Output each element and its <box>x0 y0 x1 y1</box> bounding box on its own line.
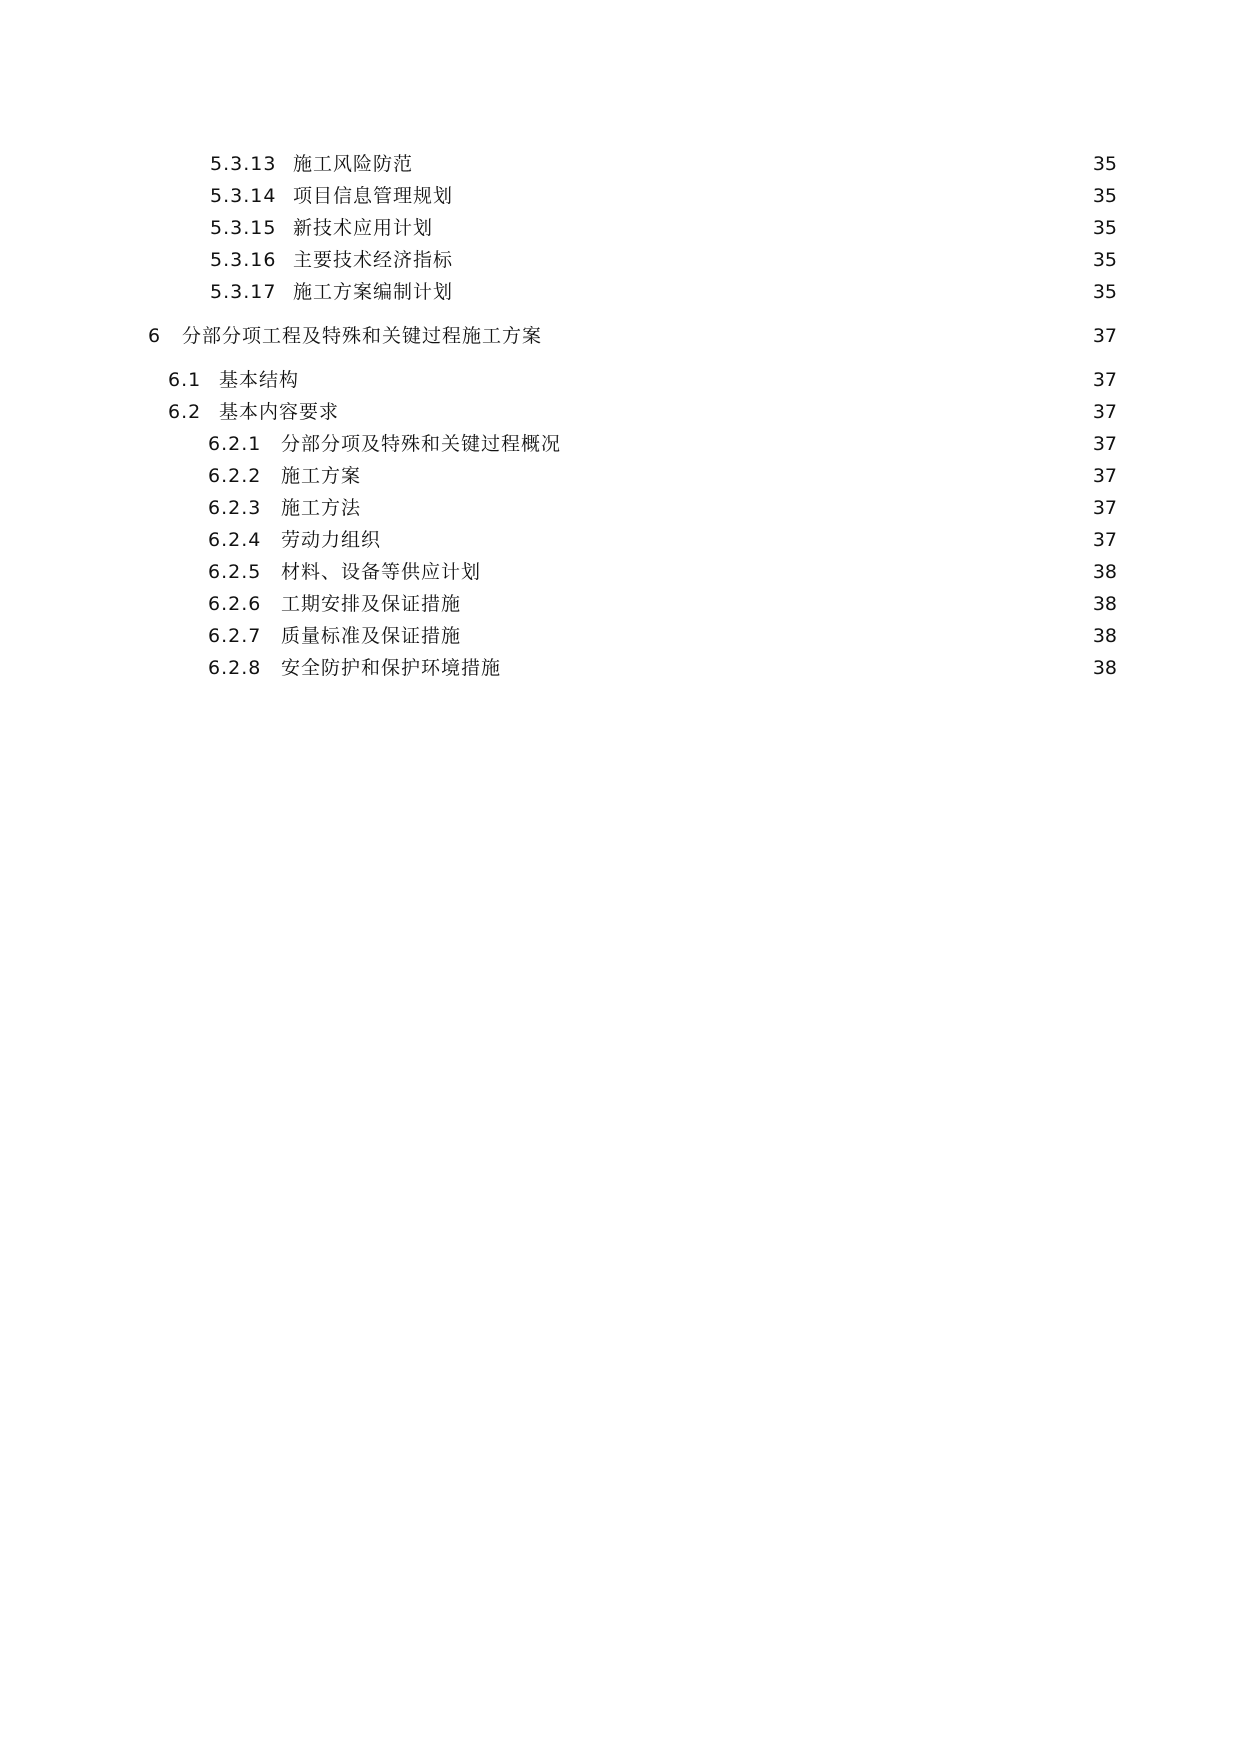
toc-entry-title: 基本内容要求 <box>219 401 340 423</box>
toc-entry-title: 质量标准及保证措施 <box>281 625 462 647</box>
toc-entry-6-2-2[interactable] <box>0 460 1241 492</box>
toc-entry-number: 6.2.8 <box>208 657 262 679</box>
toc-entry-title: 新技术应用计划 <box>293 217 434 239</box>
toc-entry-6[interactable] <box>0 320 1241 352</box>
toc-entry-title: 主要技术经济指标 <box>293 249 454 271</box>
toc-entry-title: 施工方案编制计划 <box>293 281 454 303</box>
toc-entry-page: 38 <box>1092 625 1117 647</box>
toc-entry-6-2-4[interactable] <box>0 524 1241 556</box>
dot-leader <box>459 244 1083 276</box>
toc-entry-page: 37 <box>1092 465 1117 487</box>
toc-entry-number: 6.1 <box>168 369 202 391</box>
toc-entry-number: 6.2.5 <box>208 561 262 583</box>
dot-leader <box>367 460 1083 492</box>
table-of-contents <box>0 148 1241 684</box>
dot-leader <box>305 364 1083 396</box>
toc-entry-number: 6.2 <box>168 401 202 423</box>
toc-entry-page: 35 <box>1092 217 1117 239</box>
toc-entry-title: 材料、设备等供应计划 <box>281 561 482 583</box>
dot-leader <box>367 492 1083 524</box>
dot-leader <box>387 524 1083 556</box>
toc-entry-page: 35 <box>1092 281 1117 303</box>
toc-entry-page: 38 <box>1092 657 1117 679</box>
toc-entry-number: 6.2.2 <box>208 465 262 487</box>
toc-entry-title: 工期安排及保证措施 <box>281 593 462 615</box>
toc-entry-number: 6.2.1 <box>208 433 262 455</box>
dot-leader <box>567 428 1083 460</box>
toc-entry-title: 施工方案 <box>281 465 362 487</box>
toc-entry-6-2-7[interactable] <box>0 620 1241 652</box>
toc-entry-5-3-15[interactable] <box>0 212 1241 244</box>
toc-entry-number: 5.3.13 <box>210 153 277 175</box>
toc-entry-title: 劳动力组织 <box>281 529 382 551</box>
toc-entry-page: 37 <box>1092 497 1117 519</box>
toc-entry-title: 项目信息管理规划 <box>293 185 454 207</box>
toc-entry-page: 37 <box>1092 433 1117 455</box>
toc-entry-5-3-14[interactable] <box>0 180 1241 212</box>
toc-entry-number: 5.3.17 <box>210 281 277 303</box>
dot-leader <box>507 652 1083 684</box>
toc-entry-title: 基本结构 <box>219 369 300 391</box>
toc-entry-5-3-16[interactable] <box>0 244 1241 276</box>
toc-entry-title: 分部分项及特殊和关键过程概况 <box>281 433 562 455</box>
toc-entry-6-2-5[interactable] <box>0 556 1241 588</box>
toc-entry-page: 38 <box>1092 593 1117 615</box>
toc-entry-number: 6 <box>148 325 162 347</box>
toc-entry-page: 37 <box>1092 325 1117 347</box>
toc-entry-title: 施工风险防范 <box>293 153 414 175</box>
toc-entry-6-2-8[interactable] <box>0 652 1241 684</box>
dot-leader <box>487 556 1083 588</box>
toc-entry-5-3-17[interactable] <box>0 276 1241 308</box>
dot-leader <box>345 396 1083 428</box>
toc-entry-number: 5.3.15 <box>210 217 277 239</box>
toc-entry-number: 6.2.3 <box>208 497 262 519</box>
dot-leader <box>439 212 1083 244</box>
toc-entry-number: 5.3.16 <box>210 249 277 271</box>
dot-leader <box>419 148 1083 180</box>
toc-entry-title: 分部分项工程及特殊和关键过程施工方案 <box>182 325 543 347</box>
toc-entry-number: 6.2.4 <box>208 529 262 551</box>
toc-entry-page: 37 <box>1092 401 1117 423</box>
toc-entry-6-2-6[interactable] <box>0 588 1241 620</box>
toc-entry-page: 37 <box>1092 369 1117 391</box>
toc-entry-page: 35 <box>1092 153 1117 175</box>
toc-entry-page: 38 <box>1092 561 1117 583</box>
toc-entry-number: 6.2.7 <box>208 625 262 647</box>
dot-leader <box>459 180 1083 212</box>
toc-entry-page: 35 <box>1092 185 1117 207</box>
dot-leader <box>548 320 1083 352</box>
dot-leader <box>459 276 1083 308</box>
toc-entry-page: 37 <box>1092 529 1117 551</box>
toc-entry-6-1[interactable] <box>0 364 1241 396</box>
toc-entry-number: 5.3.14 <box>210 185 277 207</box>
toc-entry-6-2-1[interactable] <box>0 428 1241 460</box>
dot-leader <box>467 620 1083 652</box>
toc-entry-page: 35 <box>1092 249 1117 271</box>
toc-entry-title: 安全防护和保护环境措施 <box>281 657 502 679</box>
toc-entry-5-3-13[interactable] <box>0 148 1241 180</box>
dot-leader <box>467 588 1083 620</box>
toc-entry-6-2[interactable] <box>0 396 1241 428</box>
toc-entry-title: 施工方法 <box>281 497 362 519</box>
toc-entry-6-2-3[interactable] <box>0 492 1241 524</box>
toc-entry-number: 6.2.6 <box>208 593 262 615</box>
